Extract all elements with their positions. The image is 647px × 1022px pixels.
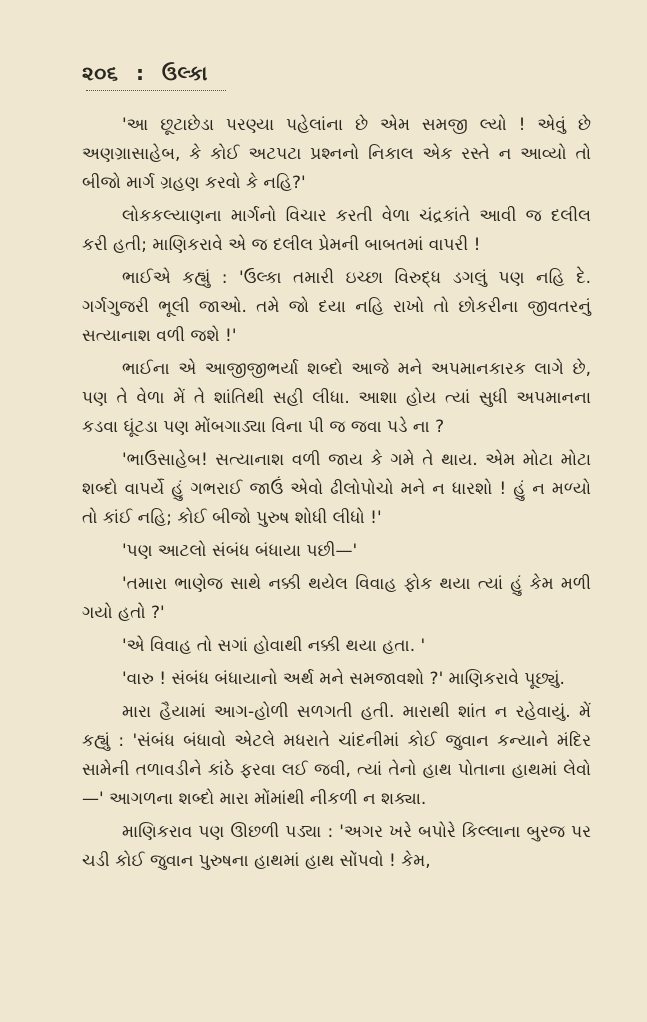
paragraph: 'પણ આટલો સંબંધ બંધાયા પછી—' (122, 541, 358, 561)
paragraph: 'એ વિવાહ તો સગાં હોવાથી નક્કી થયા હતા. ' (122, 636, 426, 656)
paragraph: ભાઈના એ આજીજીભર્યા શબ્દો આજે મને અપમાનકારક લાગે છે, પણ તે વેળા મેં તે શાંતિથી સહી લીધા. આશા હોય ત્યાં સુધી અપમાનના કડવા ઘૂંટડા પણ મોંબગાડ્યા વિના પી જ જવા પડે ના ? (82, 359, 591, 437)
book-title: ઉલ્કા (161, 61, 208, 85)
paragraph: 'વારુ ! સંબંધ બંધાયાનો અર્થ મને સમજાવશો ?' માણિકરાવે પૂછ્યું. (122, 669, 565, 689)
paragraph: માણિકરાવ પણ ઊછળી પડ્યા : 'અગર ખરે બપોરે કિલ્લાના બુરજ પર ચડી કોઈ જુવાન પુરુષના હાથમાં હાથ સોંપવો ! કેમ, (82, 822, 591, 871)
header-separator: : (135, 61, 145, 85)
running-header (82, 58, 591, 88)
paragraph: 'ભાઉસાહેબ! સત્યાનાશ વળી જાય કે ગમે તે થાય. એમ મોટા મોટા શબ્દો વાપર્યે હું ગભરાઈ જાઉં એવો ઢીલોપોચો મને ન ધારશો ! હું ન મળ્યો તો કાંઈ નહિ; કોઈ બીજો પુરુષ શોધી લીધો !' (82, 450, 591, 528)
paragraph: ભાઈએ કહ્યું : 'ઉલ્કા તમારી ઇચ્છા વિરુદ્ધ ડગલું પણ નહિ દે. ગર્ગગુજરી ભૂલી જાઓ. તમે જો દયા નહિ રાખો તો છોકરીના જીવતરનું સત્યાનાશ વળી જશે !' (82, 268, 591, 346)
paragraph: 'આ છૂટાછેડા પરણ્યા પહેલાંના છે એમ સમજી લ્યો ! એવું છે અણગ્રાસાહેબ, કે કોઈ અટપટા પ્રશ્નનો નિકાલ એક રસ્તે ન આવ્યો તો બીજો માર્ગ ગ્રહણ કરવો કે નહિ?' (82, 115, 591, 193)
paragraph: 'તમારા ભાણેજ સાથે નક્કી થયેલ વિવાહ ફોક થયા ત્યાં હું કેમ મળી ગયો હતો ?' (82, 574, 591, 623)
page-body (82, 111, 591, 876)
paragraph: લોકકલ્યાણના માર્ગનો વિચાર કરતી વેળા ચંદ્રકાંતે આવી જ દલીલ કરી હતી; માણિકરાવે એ જ દલીલ પ્રેમની બાબતમાં વાપરી ! (82, 206, 591, 255)
paragraph: મારા હૈયામાં આગ-હોળી સળગતી હતી. મારાથી શાંત ન રહેવાયું. મેં કહ્યું : 'સંબંધ બંધાવો એટલે મધરાતે ચાંદનીમાં કોઈ જુવાન કન્યાને મંદિર સામેની તળાવડીને કાંઠે ફરવા લઈ જવી, ત્યાં તેનો હાથ પોતાના હાથમાં લેવો—' આગળના શબ્દો મારા મોંમાંથી નીકળી ન શક્યા. (82, 702, 591, 809)
header-underline (86, 90, 226, 97)
page-number: ૨૦૬ (82, 61, 119, 85)
